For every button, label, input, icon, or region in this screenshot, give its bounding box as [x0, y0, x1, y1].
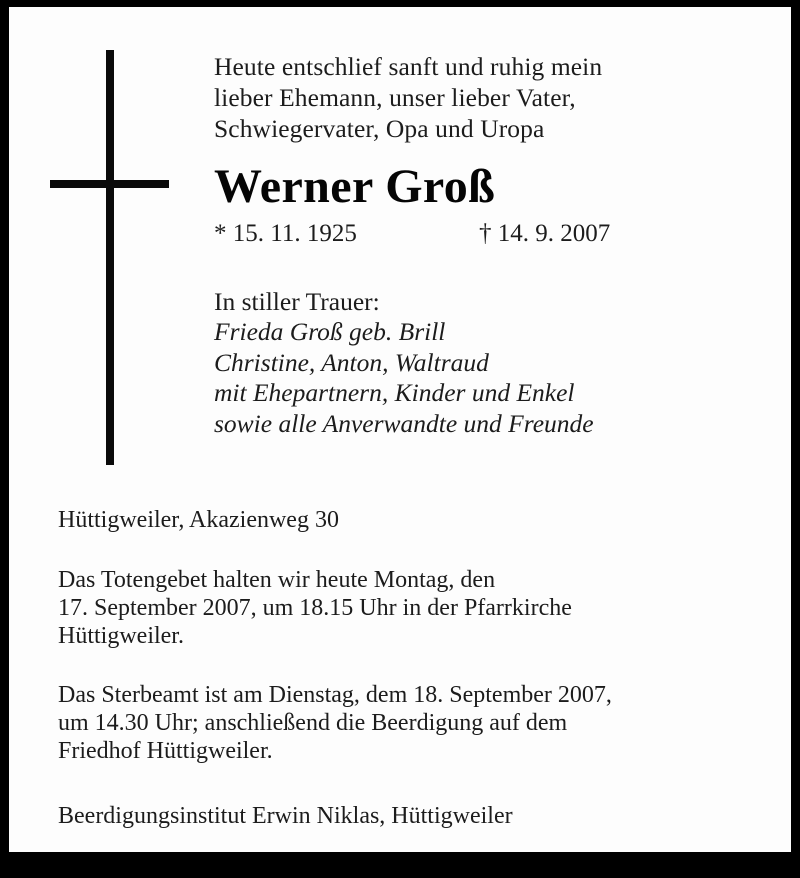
prayer-service-line-3: Hüttigweiler.	[58, 623, 184, 649]
mourner-line-3: mit Ehepartnern, Kinder und Enkel	[214, 378, 575, 407]
prayer-service-paragraph	[58, 566, 758, 650]
funeral-service-line-1: Das Sterbeamt ist am Dienstag, dem 18. September 2007,	[58, 682, 612, 708]
announcement-block	[214, 51, 759, 439]
prayer-service-line-1: Das Totengebet halten wir heute Montag, den	[58, 567, 496, 593]
mourner-line-4: sowie alle Anverwandte und Freunde	[214, 408, 594, 438]
death-date: † 14. 9. 2007	[479, 220, 611, 247]
mourner-line-1: Frieda Groß geb. Brill	[214, 317, 446, 346]
life-dates	[214, 219, 759, 249]
details-block	[58, 505, 758, 831]
funeral-service-line-3: Friedhof Hüttigweiler.	[58, 738, 273, 764]
prayer-service-line-2: 17. September 2007, um 18.15 Uhr in der Pfarrkirche	[58, 595, 572, 621]
intro-line-3: Schwiegervater, Opa und Uropa	[214, 114, 545, 143]
funeral-service-line-2: um 14.30 Uhr; anschließend die Beerdigung auf dem	[58, 710, 568, 736]
latin-cross-icon	[50, 50, 210, 465]
cross-vertical-bar	[106, 50, 114, 465]
birth-date: * 15. 11. 1925	[214, 220, 357, 247]
mourner-line-2: Christine, Anton, Waltraud	[214, 347, 489, 377]
funeral-service-paragraph	[58, 681, 758, 765]
address-line: Hüttigweiler, Akazienweg 30	[58, 507, 339, 533]
cross-horizontal-bar	[50, 180, 169, 188]
funeral-home-line: Beerdigungsinstitut Erwin Niklas, Hüttigweiler	[58, 803, 513, 829]
obituary-card	[9, 7, 791, 852]
intro-line-2: lieber Ehemann, unser lieber Vater,	[214, 83, 576, 112]
intro-line-1: Heute entschlief sanft und ruhig mein	[214, 52, 603, 81]
mourning-heading: In stiller Trauer:	[214, 287, 380, 316]
deceased-name: Werner Groß	[214, 160, 496, 213]
